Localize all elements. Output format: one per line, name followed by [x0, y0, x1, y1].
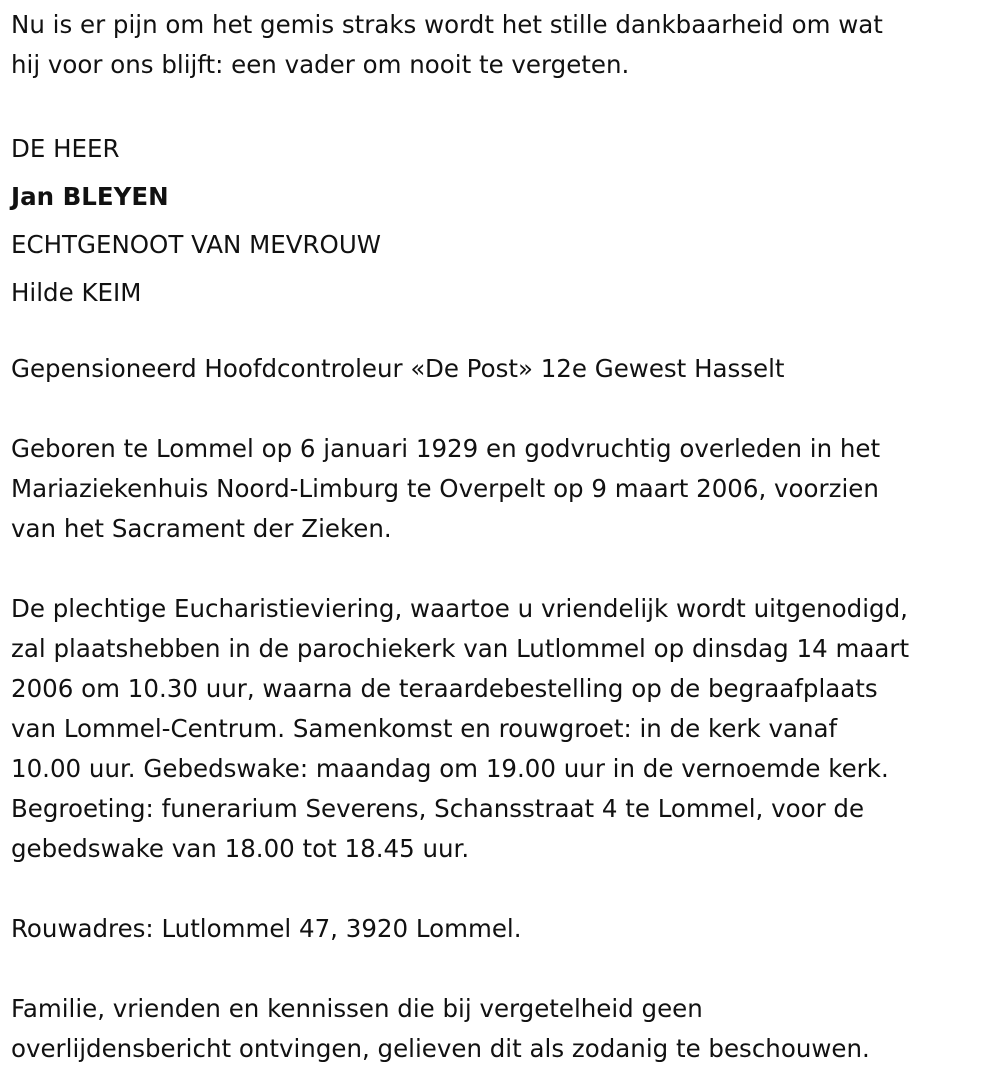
spacer: [11, 85, 996, 125]
birth-death-text: Geboren te Lommel op 6 januari 1929 en godvruchtig overleden in het Mariaziekenhuis Noord-Limburg te Overpelt op 9 maart 2006, voorzien van het Sacrament der Zieken.: [11, 434, 881, 543]
spouse-name: Hilde KEIM: [11, 278, 142, 307]
spouse-label: ECHTGENOOT VAN MEVROUW: [11, 230, 382, 259]
ceremony-text: De plechtige Eucharistieviering, waartoe u vriendelijk wordt uitgenodigd, zal plaatshebben in de parochiekerk van Lutlommel op dinsdag 14 maart 2006 om 10.30 uur, waarna de teraardebestelling op de begraafplaats van Lommel-Centrum. Samenkomst en rouwgroet: in de kerk vanaf 10.00 uur. Gebedswake: maandag om 19.00 uur in de vernoemde kerk. Begroeting: funerarium Severens, Schansstraat 4 te Lommel, voor de gebedswake van 18.00 tot 18.45 uur.: [11, 594, 910, 863]
spacer: [11, 949, 996, 989]
closing-text: Familie, vrienden en kennissen die bij vergetelheid geen overlijdensbericht ontvingen, gelieven dit als zodanig te beschouwen.: [11, 994, 870, 1063]
spacer: [11, 549, 996, 589]
obituary-document: [11, 5, 996, 1069]
title-prefix: DE HEER: [11, 134, 120, 163]
spacer: [11, 317, 996, 349]
occupation-text: Gepensioneerd Hoofdcontroleur «De Post» 12e Gewest Hasselt: [11, 354, 785, 383]
intro-text: Nu is er pijn om het gemis straks wordt het stille dankbaarheid om wat hij voor ons blijft: een vader om nooit te vergeten.: [11, 10, 883, 79]
spacer: [11, 389, 996, 429]
address-text: Rouwadres: Lutlommel 47, 3920 Lommel.: [11, 914, 522, 943]
spacer: [11, 869, 996, 909]
deceased-name: Jan BLEYEN: [11, 182, 169, 211]
